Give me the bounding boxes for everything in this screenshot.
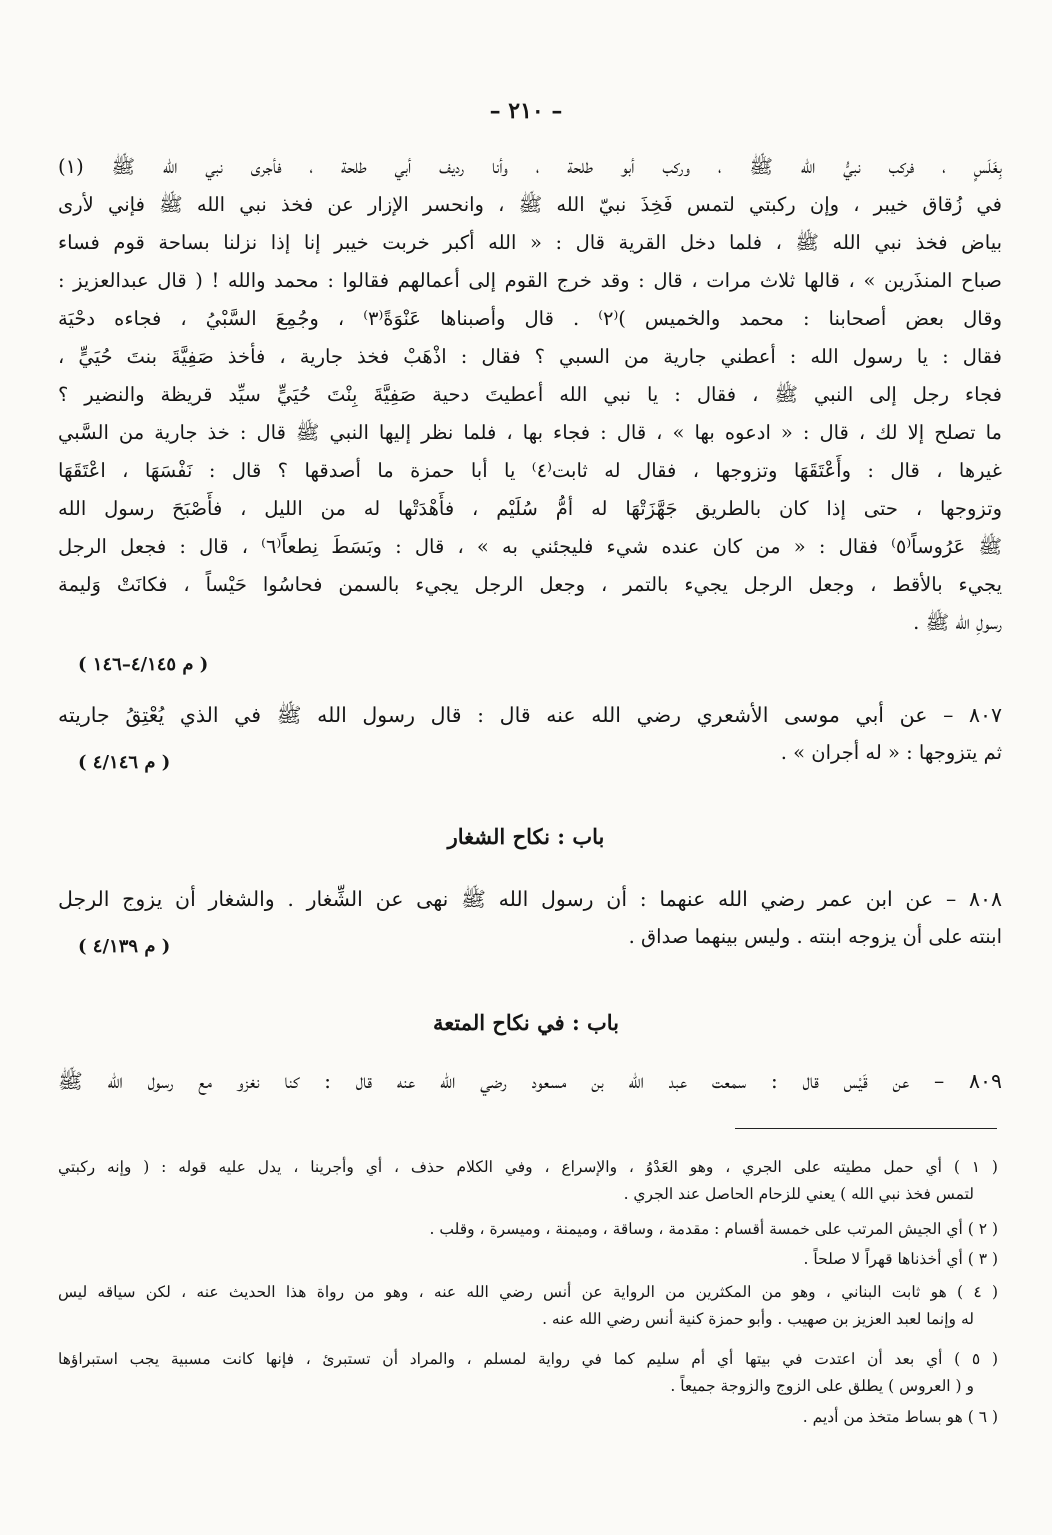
text-line: غيرها ، قال : وأَعْتَقَهَا وتزوجها ، فقال له ثابت⁽٤⁾ يا أبا حمزة ما أصدقها ؟ قال : نَفْسَهَا ، اعْتَقَهَا bbox=[58, 459, 1002, 482]
text-line: ابنته على أن يزوجه ابنته . وليس بينهما صداق . bbox=[628, 925, 1002, 948]
text-line: رسولِ الله ﷺ . bbox=[913, 611, 1002, 634]
footnote-line: ( ٤ ) هو ثابت البناني ، وهو من المكثرين من الرواية عن أنس رضي الله عنه ، وهو من رواة هذا الحديث عنه ، لكن سياقه ليس bbox=[58, 1283, 998, 1301]
footnote-line: ( ٥ ) أي بعد أن اعتدت في بيتها أي أم سليم كما في رواية لمسلم ، والمراد أن تستبرئ ، فإنها كانت مسبية يجب استبراؤها bbox=[58, 1350, 998, 1368]
hadith-807 bbox=[58, 696, 1002, 788]
text-line: صباح المنذَرين » ، قالها ثلاث مرات ، قال : وقد خرج القوم إلى أعمالهم فقالوا : محمد والله ! ( قال عبدالعزيز : bbox=[58, 269, 1002, 292]
chapter-heading: باب : نكاح الشغار bbox=[447, 824, 605, 849]
footnote-divider bbox=[735, 1128, 997, 1129]
text-line: يجيء بالأقط ، وجعل الرجل يجيء بالتمر ، وجعل الرجل يجيء بالسمن فحاسُوا حَيْساً ، فكانَتْ وَليمة bbox=[58, 573, 1002, 596]
hadith-808 bbox=[58, 880, 1002, 972]
footnote-line: ( ٢ ) أي الجيش المرتب على خمسة أقسام : مقدمة ، وساقة ، وميمنة ، وميسرة ، وقلب . bbox=[429, 1220, 998, 1238]
text-line: ٨٠٧ – عن أبي موسى الأشعري رضي الله عنه قال : قال رسول الله ﷺ في الذي يُعْتِقُ جاريته bbox=[58, 703, 1002, 727]
source-citation: ( م ٤/١٣٩ ) bbox=[78, 936, 171, 957]
text-line: فقال : يا رسول الله : أعطني جارية من السبي ؟ فقال : اذْهَبْ فخذ جارية ، فأخذ صَفِيَّةَ بنتَ حُيَيٍّ ، bbox=[58, 345, 1002, 368]
footnote-line: ( ١ ) أي حمل مطيته على الجري ، وهو العَدْوُ ، والإسراع ، وفي الكلام حذف ، أي وأجرينا ، يدل عليه قوله : ( وإنه ركبتي bbox=[58, 1158, 998, 1176]
text-line: وقال بعض أصحابنا : محمد والخميس )⁽٢⁾ . قال وأصبناها عَنْوَةً⁽٣⁾ ، وجُمِعَ السَّبْيُ ، فجاءه دحْيَة bbox=[58, 307, 1002, 330]
text-line: وتزوجها ، حتى إذا كان بالطريق جَهَّزَتْهَا له أمُّ سُلَيْم ، فأَهْدَتْها له من الليل ، فأَصْبَحَ رسول الله bbox=[58, 497, 1002, 520]
footnote-line: و ( العروس ) يطلق على الزوج والزوجة جميعاً . bbox=[670, 1377, 974, 1395]
footnote-line: له وإنما لعبد العزيز بن صهيب . وأبو حمزة كنية أنس رضي الله عنه . bbox=[542, 1310, 974, 1328]
text-line: ٨٠٩ – عن قَيْس قال : سمعت عبد الله بن مسعود رضي الله عنه قال : كنا نغزو مع رسول الله ﷺ bbox=[58, 1069, 1002, 1093]
footnote-line: ( ٦ ) هو بساط متخذ من أديم . bbox=[802, 1408, 998, 1426]
chapter-heading: باب : في نكاح المتعة bbox=[432, 1010, 620, 1035]
text-line: بِغَلَسٍ ، فركب نبيُّ الله ﷺ ، وركب أبو طلحة ، وأنا رديف أبي طلحة ، فأجرى نبي الله ﷺ (١) bbox=[58, 155, 1002, 178]
text-line: ما تصلح إلا لك ، قال : « ادعوه بها » ، قال : فجاء بها ، فلما نظر إليها النبي ﷺ قال : خذ جارية من السَّبي bbox=[58, 421, 1002, 444]
source-citation: ( م ٤/١٤٥–١٤٦ ) bbox=[78, 654, 209, 675]
text-line: بياض فخذ نبي الله ﷺ ، فلما دخل القرية قال : « الله أكبر خربت خيبر إنا إذا نزلنا بساحة قوم فساء bbox=[58, 231, 1002, 254]
text-line: ٨٠٨ – عن ابن عمر رضي الله عنهما : أن رسول الله ﷺ نهى عن الشِّغار . والشغار أن يزوج الرجل bbox=[58, 887, 1002, 911]
text-line: فجاء رجل إلى النبي ﷺ ، فقال : يا نبي الله أعطيتَ دحية صَفِيَّةَ بِنْتَ حُيَيٍّ سيِّد قريظة والنضير ؟ bbox=[58, 383, 1002, 406]
hadith-809 bbox=[58, 1062, 1002, 1102]
source-citation: ( م ٤/١٤٦ ) bbox=[78, 752, 171, 773]
text-line: في زُقاق خيبر ، وإن ركبتي لتمس فَخِذَ نبيّ الله ﷺ ، وانحسر الإزار عن فخذ نبي الله ﷺ فإني لأرى bbox=[58, 193, 1002, 216]
page-number: – ٢١٠ – bbox=[489, 98, 563, 124]
text-line: ﷺ عَرُوساً⁽٥⁾ فقال : « من كان عنده شيء فليجئني به » ، قال : وبَسَطَ نِطعاً⁽٦⁾ ، قال : فجعل الرجل bbox=[58, 535, 1002, 558]
hadith-806 bbox=[58, 148, 1002, 688]
text-line: ثم يتزوجها : « له أجران » . bbox=[780, 741, 1002, 764]
footnotes bbox=[58, 1154, 998, 1444]
footnote-line: لتمس فخذ نبي الله ) يعني للزحام الحاصل عند الجري . bbox=[623, 1185, 974, 1203]
footnote-line: ( ٣ ) أي أخذناها قهراً لا صلحاً . bbox=[803, 1250, 998, 1268]
